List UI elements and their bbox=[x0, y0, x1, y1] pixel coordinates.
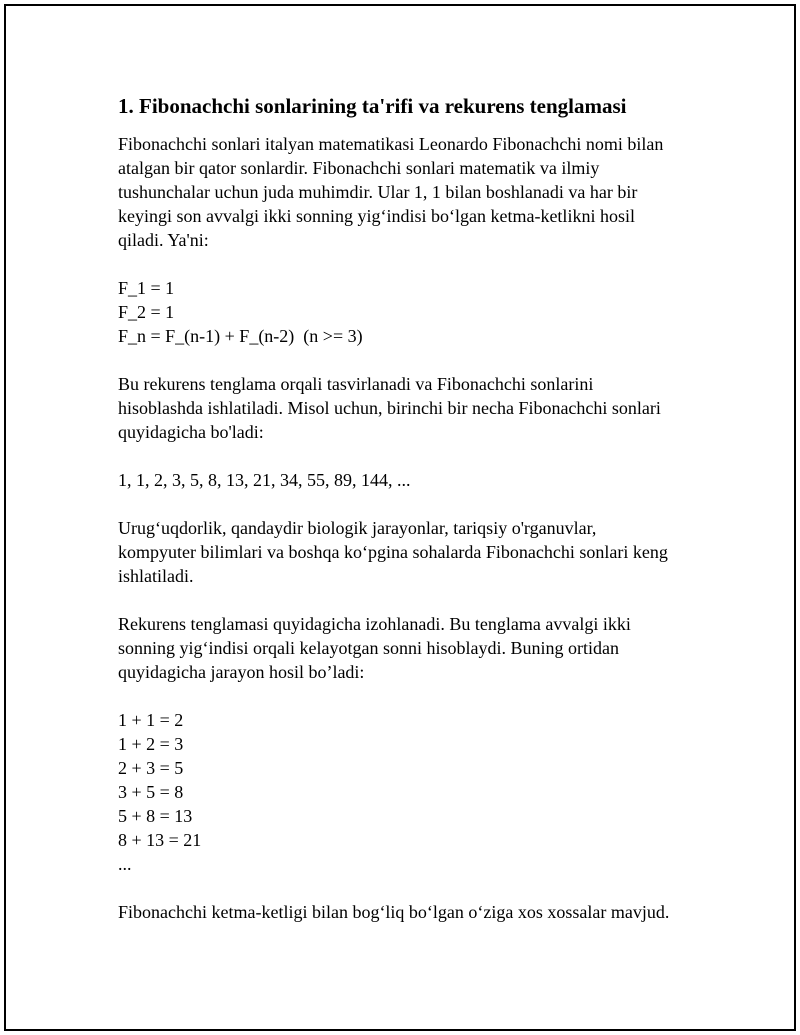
document-body bbox=[118, 92, 718, 924]
addition-steps: 1 + 1 = 2 1 + 2 = 3 2 + 3 = 5 3 + 5 = 8 5 + 8 = 13 8 + 13 = 21 ... bbox=[118, 710, 202, 874]
section-title: 1. Fibonachchi sonlarining ta'rifi va rekurens tenglamasi bbox=[118, 94, 627, 118]
paragraph-gap bbox=[118, 492, 718, 516]
paragraph-gap bbox=[118, 252, 718, 276]
recurrence-process-paragraph: Rekurens tenglamasi quyidagicha izohlanadi. Bu tenglama avvalgi ikki sonning yig‘indisi orqali kelayotgan sonni hisoblaydi. Buning ortidan quyidagicha jarayon hosil bo’ladi: bbox=[118, 614, 631, 682]
paragraph-gap bbox=[118, 348, 718, 372]
sequence-example: 1, 1, 2, 3, 5, 8, 13, 21, 34, 55, 89, 144, ... bbox=[118, 470, 411, 490]
recurrence-explanation: Bu rekurens tenglama orqali tasvirlanadi va Fibonachchi sonlarini hisoblashda ishlatiladi. Misol uchun, birinchi bir necha Fibonachchi sonlari quyidagicha bo'ladi: bbox=[118, 374, 661, 442]
intro-paragraph: Fibonachchi sonlari italyan matematikasi Leonardo Fibonachchi nomi bilan atalgan bir qator sonlardir. Fibonachchi sonlari matematik va ilmiy tushunchalar uchun juda muhimdir. Ular 1, 1 bilan boshlanadi va har bir keyingi son avvalgi ikki sonning yig‘indisi bo‘lgan ketma-ketlikni hosil qiladi. Ya'ni: bbox=[118, 134, 664, 250]
paragraph-gap bbox=[118, 444, 718, 468]
closing-paragraph: Fibonachchi ketma-ketligi bilan bog‘liq bo‘lgan o‘ziga xos xossalar mavjud. bbox=[118, 902, 670, 922]
recurrence-definition: F_1 = 1 F_2 = 1 F_n = F_(n-1) + F_(n-2) (n >= 3) bbox=[118, 278, 363, 346]
paragraph-gap bbox=[118, 876, 718, 900]
applications-paragraph: Urug‘uqdorlik, qandaydir biologik jarayonlar, tariqsiy o'rganuvlar, kompyuter bilimlari va boshqa ko‘pgina sohalarda Fibonachchi sonlari keng ishlatiladi. bbox=[118, 518, 668, 586]
paragraph-gap bbox=[118, 588, 718, 612]
paragraph-gap bbox=[118, 684, 718, 708]
